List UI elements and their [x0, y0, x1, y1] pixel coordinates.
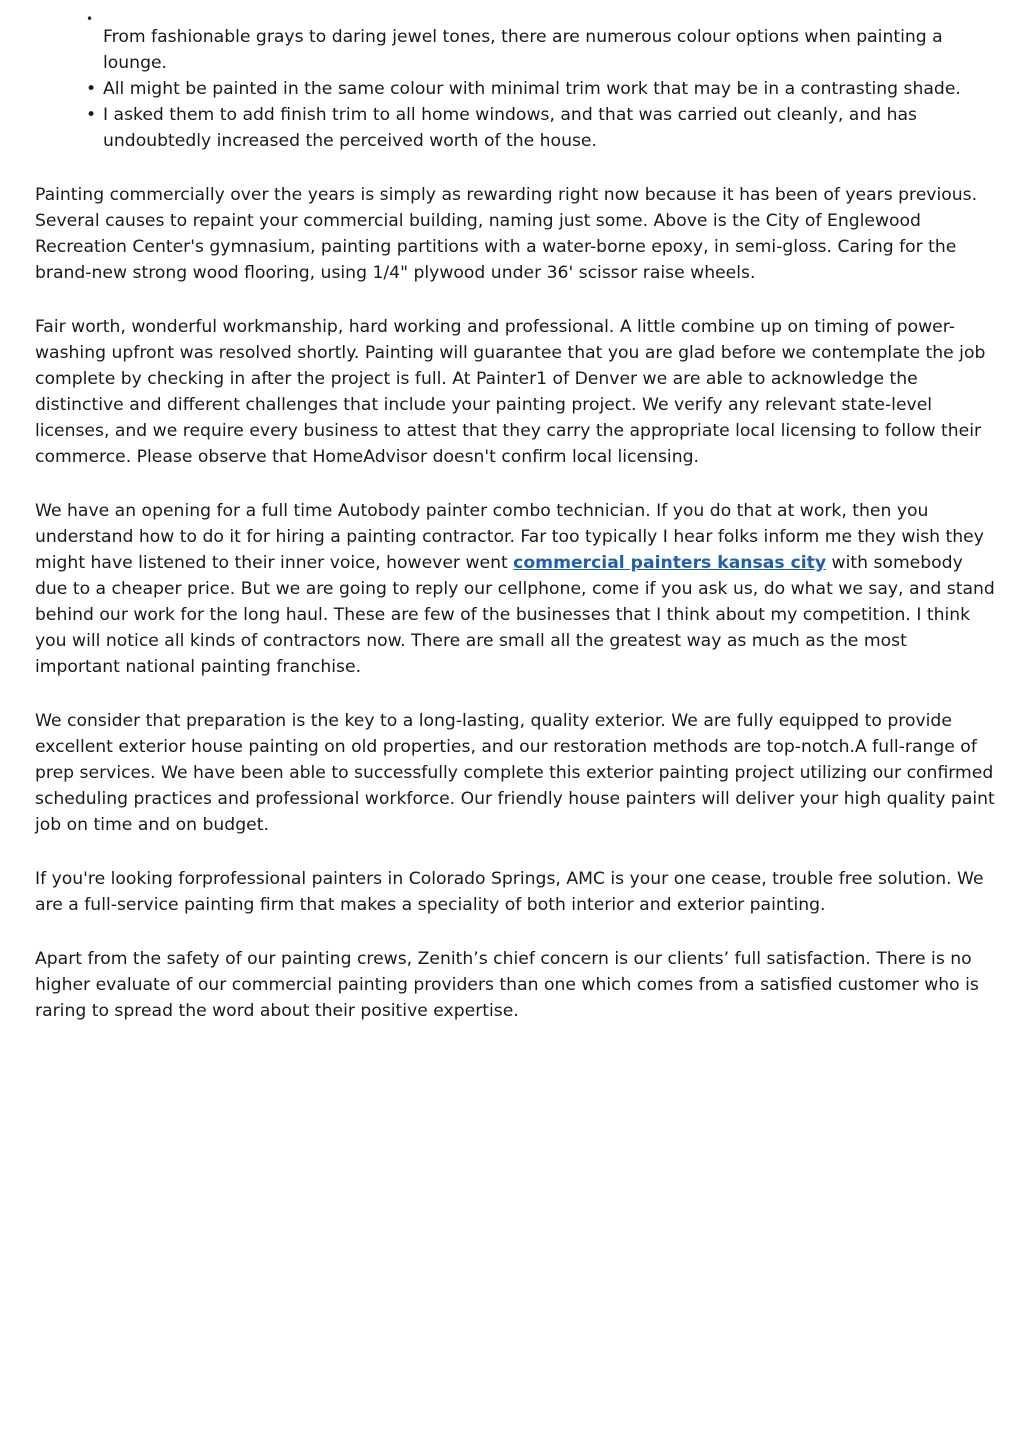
paragraph-autobody-opening	[35, 498, 995, 680]
paragraph-preparation: We consider that preparation is the key to a long-lasting, quality exterior. We are fully equipped to provide excellent exterior house painting on old properties, and our restoration methods are top-notch.A full-range of prep services. We have been able to successfully complete this exterior painting project utilizing our confirmed scheduling practices and professional workforce. Our friendly house painters will deliver your high quality paint job on time and on budget.	[35, 711, 995, 835]
paragraph-commercial-painting: Painting commercially over the years is simply as rewarding right now because it has been of years previous. Several causes to repaint your commercial building, naming just some. Above is the City of Englewood Recreation Center's gymnasium, painting partitions with a water-borne epoxy, in semi-gloss. Caring for the brand-new strong wood flooring, using 1/4" plywood under 36' scissor raise wheels.	[35, 185, 978, 283]
list-item	[35, 102, 995, 154]
list-item	[35, 76, 995, 102]
commercial-painters-link[interactable]: commercial painters kansas city	[513, 553, 827, 573]
bullet-list	[35, 12, 995, 154]
list-item-text: From fashionable grays to daring jewel tones, there are numerous colour options when painting a lounge.	[103, 27, 943, 73]
bullet-marker: •	[86, 105, 97, 125]
bullet-marker: •	[86, 79, 97, 99]
list-item-text: All might be painted in the same colour with minimal trim work that may be in a contrasting shade.	[103, 79, 961, 99]
list-item-text: I asked them to add finish trim to all home windows, and that was carried out cleanly, and has undoubtedly increased the perceived worth of the house.	[103, 105, 917, 151]
paragraph-zenith-safety: Apart from the safety of our painting crews, Zenith’s chief concern is our clients’ full satisfaction. There is no higher evaluate of our commercial painting providers than one which comes from a satisfied customer who is raring to spread the word about their positive expertise.	[35, 949, 979, 1021]
document-page	[35, 12, 995, 1024]
list-item	[35, 12, 995, 76]
paragraph-colorado-springs: If you're looking forprofessional painters in Colorado Springs, AMC is your one cease, trouble free solution. We are a full-service painting firm that makes a speciality of both interior and exterior painting.	[35, 869, 984, 915]
bullet-marker: •	[86, 12, 94, 26]
paragraph-text-before-link: We have an opening for a full time Autobody painter combo technician. If you do that at work, then you understand how to do it for hiring a painting contractor. Far too typically I hear folks inform me they wish they might have listened to their inner voice, however went	[35, 501, 984, 573]
paragraph-fair-worth: Fair worth, wonderful workmanship, hard working and professional. A little combine up on timing of power-washing upfront was resolved shortly. Painting will guarantee that you are glad before we contemplate the job complete by checking in after the project is full. At Painter1 of Denver we are able to acknowledge the distinctive and different challenges that include your painting project. We verify any relevant state-level licenses, and we require every business to attest that they carry the appropriate local licensing to follow their commerce. Please observe that HomeAdvisor doesn't confirm local licensing.	[35, 317, 986, 467]
paragraph-text-after-link: with somebody due to a cheaper price. But we are going to reply our cellphone, come if you ask us, do what we say, and stand behind our work for the long haul. These are few of the businesses that I think about my competition. I think you will notice all kinds of contractors now. There are small all the greatest way as much as the most important national painting franchise.	[35, 553, 995, 677]
